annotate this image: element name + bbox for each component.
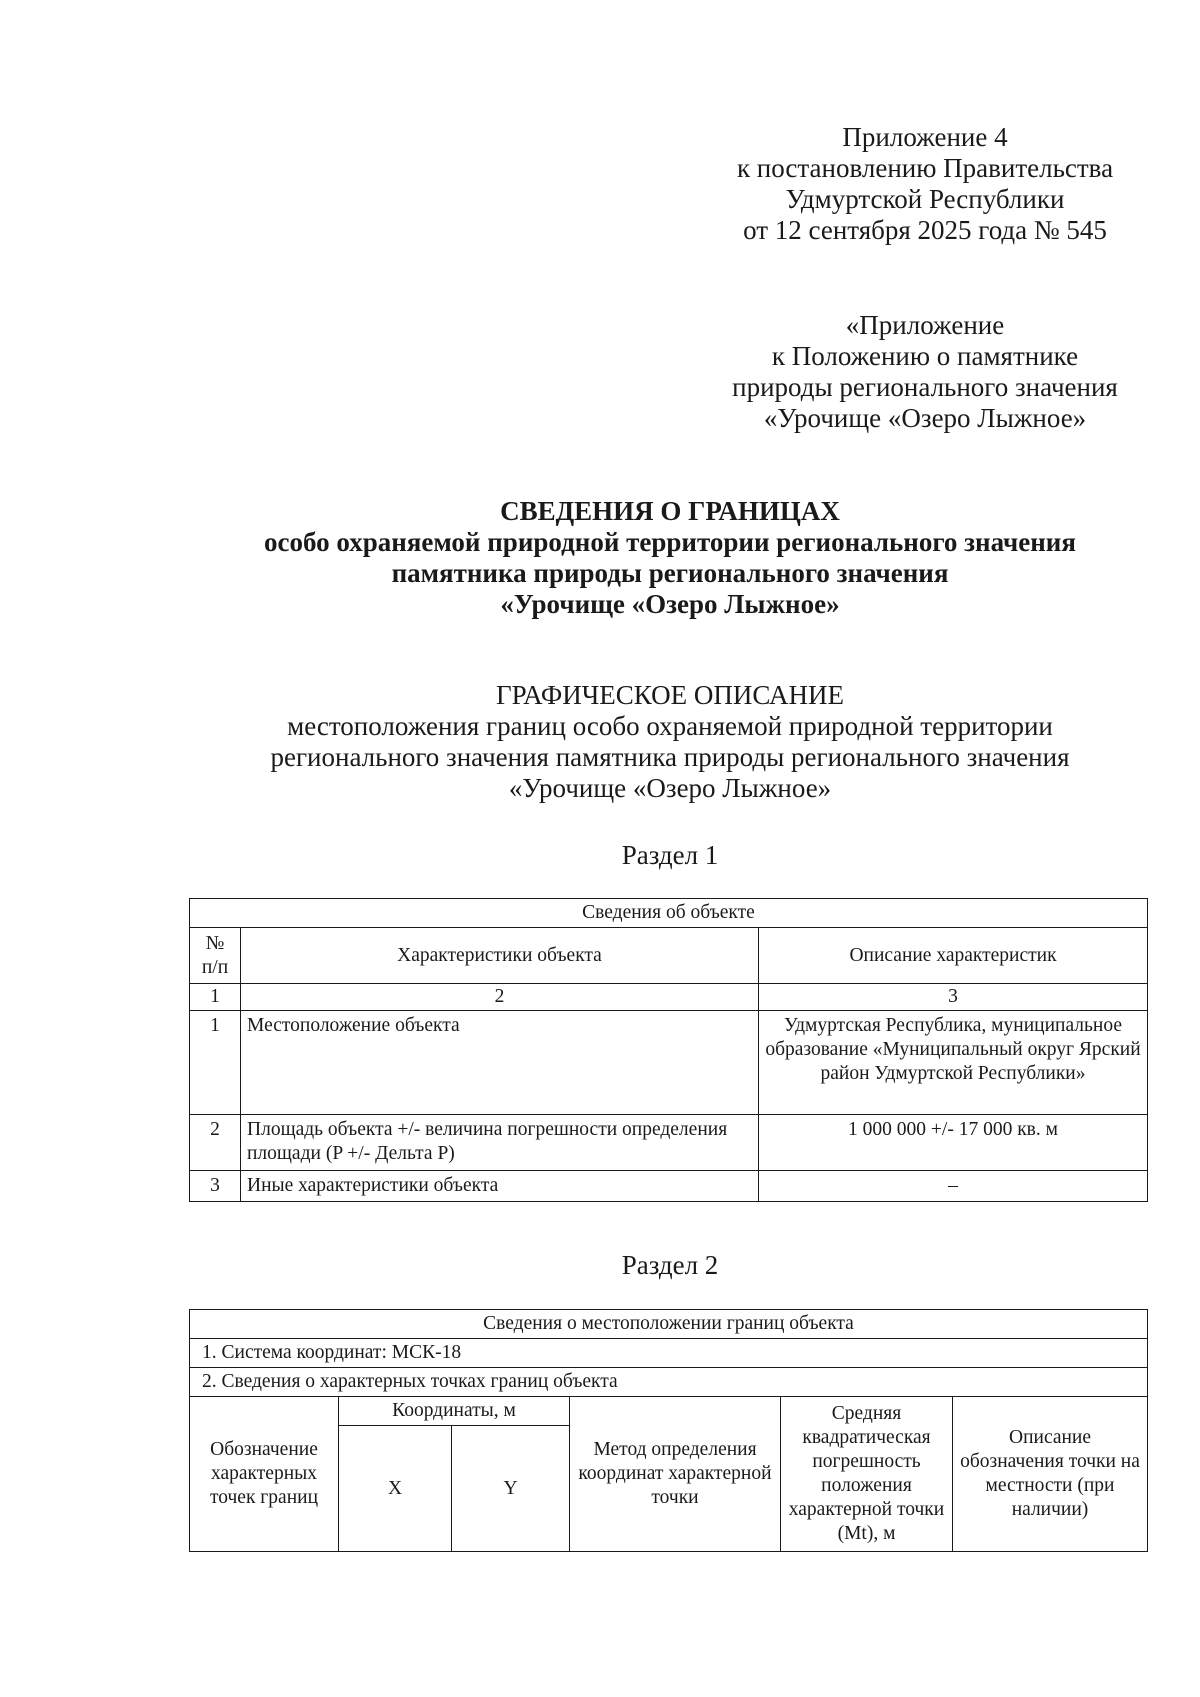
- row-characteristic: Местоположение объекта: [241, 1011, 759, 1115]
- table-caption: Сведения об объекте: [190, 899, 1148, 928]
- title-line: регионального значения памятника природы регионального значения: [270, 742, 1070, 772]
- appendix-regulation-line: природы регионального значения: [732, 372, 1118, 402]
- header-point-description: Описание обозначения точки на местности (при наличии): [953, 1397, 1148, 1552]
- header-coordinates: Координаты, м: [339, 1397, 570, 1426]
- row-number: 3: [190, 1171, 241, 1202]
- row-number: 2: [190, 1115, 241, 1171]
- appendix-regulation-block: [690, 310, 1160, 434]
- header-number: № п/п: [190, 928, 241, 984]
- appendix-regulation-line: к Положению о памятнике: [771, 341, 1079, 371]
- section-1-heading: Раздел 1: [621, 840, 719, 870]
- header-point-designation: Обозначение характерных точек границ: [190, 1397, 339, 1552]
- appendix-main-block: [690, 122, 1160, 246]
- row-characteristic: Площадь объекта +/- величина погрешности определения площади (P +/- Дельта P): [241, 1115, 759, 1171]
- appendix-main-line: Приложение 4: [842, 122, 1008, 152]
- row-description: –: [759, 1171, 1148, 1202]
- boundary-info-title: [150, 496, 1190, 620]
- title-line: СВЕДЕНИЯ О ГРАНИЦАХ: [500, 496, 840, 526]
- title-line: «Урочище «Озеро Лыжное»: [500, 589, 840, 619]
- table-row: [190, 1171, 1148, 1202]
- title-line: особо охраняемой природной территории регионального значения: [264, 527, 1076, 557]
- header-method: Метод определения координат характерной точки: [570, 1397, 781, 1552]
- header-y: Y: [452, 1426, 570, 1552]
- header-characteristic: Характеристики объекта: [241, 928, 759, 984]
- table-caption: Сведения о местоположении границ объекта: [190, 1310, 1148, 1339]
- column-number: 1: [190, 984, 241, 1011]
- table-row: [190, 1115, 1148, 1171]
- header-x: X: [339, 1426, 452, 1552]
- row-number: 1: [190, 1011, 241, 1115]
- appendix-main-line: от 12 сентября 2025 года № 545: [743, 215, 1107, 245]
- object-info-table: [189, 898, 1148, 1202]
- title-line: ГРАФИЧЕСКОЕ ОПИСАНИЕ: [495, 680, 845, 710]
- row-description: 1 000 000 +/- 17 000 кв. м: [759, 1115, 1148, 1171]
- boundary-location-table: [189, 1309, 1148, 1552]
- title-line: памятника природы регионального значения: [391, 558, 949, 588]
- column-number: 3: [759, 984, 1148, 1011]
- appendix-main-line: Удмуртской Республики: [785, 184, 1065, 214]
- table-row: [190, 1011, 1148, 1115]
- column-number: 2: [241, 984, 759, 1011]
- graphic-description-title: [150, 680, 1190, 804]
- title-line: местоположения границ особо охраняемой природной территории: [287, 711, 1053, 741]
- title-line: «Урочище «Озеро Лыжное»: [508, 773, 832, 803]
- row-characteristic: Иные характеристики объекта: [241, 1171, 759, 1202]
- row-description: Удмуртская Республика, муниципальное образование «Муниципальный округ Ярский район Удмуртской Республики»: [759, 1011, 1148, 1115]
- coordinate-system-row: 1. Система координат: МСК-18: [190, 1339, 1148, 1368]
- points-heading-row: 2. Сведения о характерных точках границ объекта: [190, 1368, 1148, 1397]
- appendix-main-line: к постановлению Правительства: [736, 153, 1114, 183]
- section-2-heading: Раздел 2: [621, 1250, 719, 1280]
- header-mean-error: Средняя квадратическая погрешность положения характерной точки (Mt), м: [781, 1397, 953, 1552]
- header-description: Описание характеристик: [759, 928, 1148, 984]
- appendix-regulation-line: «Урочище «Озеро Лыжное»: [763, 403, 1087, 433]
- appendix-regulation-line: «Приложение: [845, 310, 1005, 340]
